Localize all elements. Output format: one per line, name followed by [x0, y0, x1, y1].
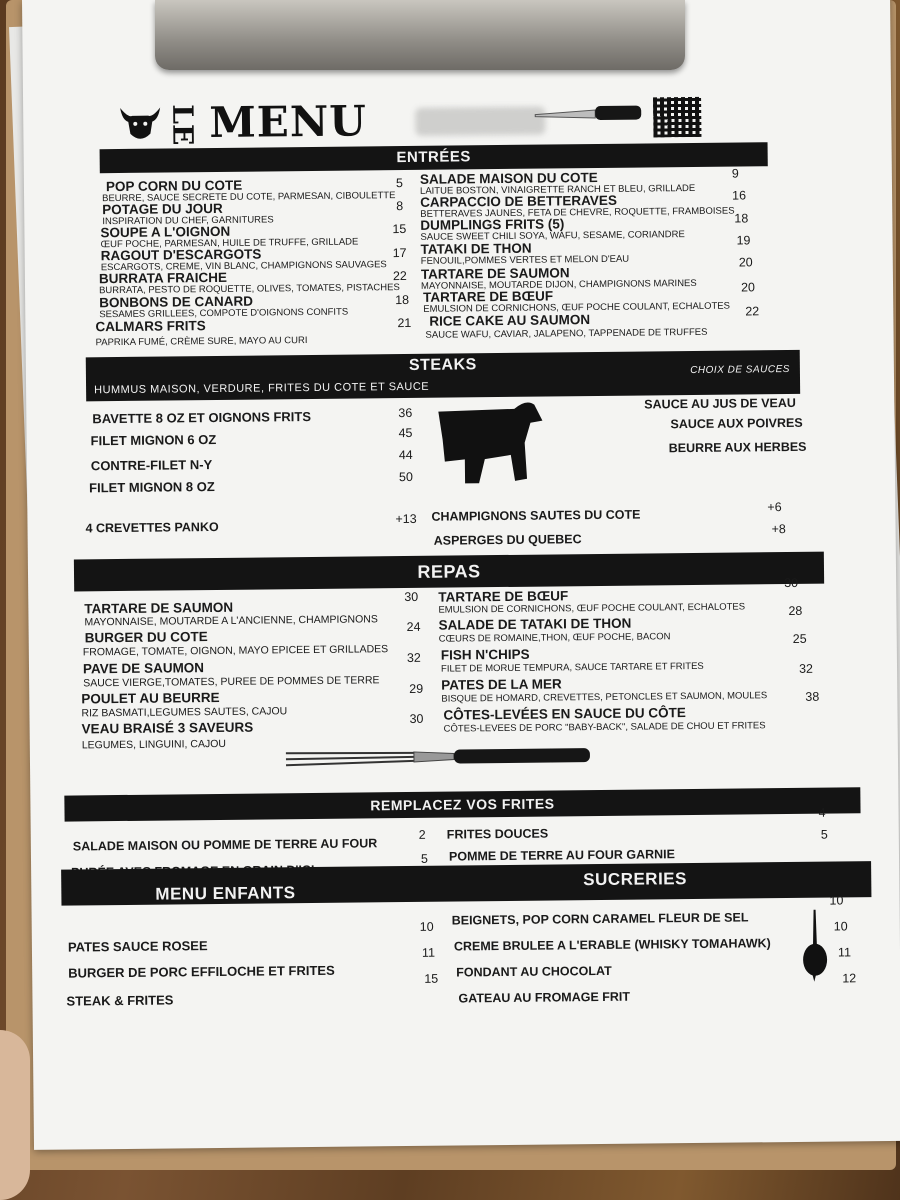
thumb — [0, 1030, 30, 1200]
repas-cotes-price: 38 — [805, 689, 820, 704]
enfant-burger-price: 11 — [421, 945, 436, 960]
entree-tartare-boeuf-name: TARTARE DE BŒUF — [423, 288, 554, 305]
entree-tataki-desc: FENOUIL,POMMES VERTES ET MELON D'EAU — [420, 253, 630, 267]
sucreries-heading: SUCRERIES — [583, 869, 688, 890]
repas-pave-desc: SAUCE VIERGE,TOMATES, PUREE DE POMMES DE TERRE — [83, 674, 380, 690]
sauces-heading: CHOIX DE SAUCES — [690, 363, 790, 377]
menu-page — [22, 0, 900, 1150]
entree-ragout-name: RAGOUT D'ESCARGOTS — [100, 246, 262, 264]
addon-crevettes-name: 4 CREVETTES PANKO — [85, 519, 219, 536]
repas-burger-desc: FROMAGE, TOMATE, OIGNON, MAYO EPICEE ET GRILLADES — [82, 643, 389, 659]
enfant-steak-price: 15 — [424, 971, 439, 986]
sucre-beignets-price: 10 — [829, 893, 844, 908]
steaks-bar — [86, 350, 800, 401]
sauce-poivres: SAUCE AUX POIVRES — [670, 415, 803, 432]
entree-ragout-desc: ESCARGOTS, CREME, VIN BLANC, CHAMPIGNONS SAUVAGES — [100, 259, 387, 274]
entree-carpaccio-price: 16 — [732, 188, 747, 203]
bull-silhouette-icon — [434, 399, 545, 490]
entree-burrata-desc: BURRATA, PESTO DE ROQUETTE, OLIVES, TOMATES, PISTACHES — [98, 282, 400, 297]
repas-tataki-desc: CŒURS DE ROMAINE,THON, ŒUF POCHE, BACON — [438, 631, 671, 645]
repas-pates-name: PATES DE LA MER — [441, 676, 562, 693]
entree-dumplings-desc: SAUCE SWEET CHILI SOYA, WAFU, SESAME, CORIANDRE — [420, 229, 685, 243]
rempl-frites-douces-price: 4 — [818, 805, 826, 820]
enfant-burger-name: BURGER DE PORC EFFILOCHE ET FRITES — [68, 962, 335, 981]
addon-champignons-price: +6 — [767, 500, 782, 515]
addon-asperges-price: +8 — [771, 522, 786, 537]
repas-pave-price: 32 — [406, 650, 421, 666]
repas-poulet-price: 29 — [409, 681, 424, 696]
spoon-icon — [798, 908, 833, 982]
rempl-puree-price: 5 — [420, 851, 429, 866]
entree-potage-name: POTAGE DU JOUR — [102, 200, 223, 218]
rempl-salade-price: 2 — [418, 827, 426, 842]
entree-popcorn-name: POP CORN DU COTE — [105, 177, 243, 195]
repas-fish-price: 25 — [792, 631, 807, 646]
repas-poulet-desc: RIZ BASMATI,LEGUMES SAUTES, CAJOU — [81, 705, 288, 720]
entree-potage-desc: INSPIRATION DU CHEF, GARNITURES — [102, 214, 274, 228]
steak-bavette-price: 36 — [398, 405, 413, 421]
repas-cotes-name: CÔTES-LEVÉES EN SAUCE DU CÔTE — [443, 705, 686, 723]
clipboard-clip — [155, 0, 685, 70]
entree-bonbons-price: 18 — [395, 292, 410, 308]
entree-tartare-saumon-price: 20 — [738, 255, 753, 270]
addon-asperges-name: ASPERGES DU QUEBEC — [433, 532, 582, 548]
entree-ragout-price: 17 — [392, 245, 407, 261]
enfant-pates-price: 10 — [419, 919, 434, 934]
repas-burger-price: 24 — [406, 619, 421, 635]
steaks-heading: STEAKS — [408, 356, 477, 374]
sucre-gateau-price: 12 — [842, 971, 857, 986]
repas-tartare-boeuf-desc: EMULSION DE CORNICHONS, ŒUF POCHE COULANT, ECHALOTES — [438, 601, 746, 616]
repas-burger-name: BURGER DU COTE — [84, 629, 208, 646]
sucre-fondant-name: FONDANT AU CHOCOLAT — [456, 963, 612, 980]
repas-cotes-desc: CÔTES-LEVEES DE PORC "BABY-BACK", SALADE DE CHOU ET FRITES — [443, 720, 766, 735]
repas-veau-name: VEAU BRAISÉ 3 SAVEURS — [81, 719, 254, 737]
rempl-pomme-garnie-name: POMME DE TERRE AU FOUR GARNIE — [448, 847, 675, 864]
logo-le: LE — [166, 104, 200, 146]
entree-salade-name: SALADE MAISON DU COTE — [419, 169, 598, 187]
rempl-salade-name: SALADE MAISON OU POMME DE TERRE AU FOUR — [72, 836, 378, 854]
repas-veau-price: 30 — [409, 711, 424, 726]
entree-soupe-name: SOUPE A L'OIGNON — [100, 223, 231, 241]
entree-tartare-boeuf-price: 20 — [740, 280, 756, 295]
entree-calmars-name: CALMARS FRITS — [95, 318, 206, 335]
repas-tartare-saumon-name: TARTARE DE SAUMON — [84, 599, 234, 617]
repas-veau-desc: LEGUMES, LINGUINI, CAJOU — [81, 737, 226, 752]
entree-popcorn-desc: BEURRE, SAUCE SECRETE DU COTE, PARMESAN, CIBOULETTE — [102, 190, 396, 205]
repas-tartare-boeuf-price: 30 — [784, 575, 799, 591]
entree-ricecake-name: RICE CAKE AU SAUMON — [429, 312, 591, 329]
sucre-fondant-price: 11 — [837, 945, 852, 960]
repas-tartare-saumon-price: 30 — [404, 589, 419, 605]
entree-tataki-price: 19 — [736, 233, 751, 248]
menu-title: MENU — [209, 96, 368, 148]
repas-fish-name: FISH N'CHIPS — [440, 646, 530, 663]
addon-crevettes-price: +13 — [395, 511, 417, 527]
entrees-heading: ENTRÉES — [100, 142, 768, 173]
entree-bonbons-name: BONBONS DE CANARD — [99, 293, 254, 311]
repas-poulet-name: POULET AU BEURRE — [81, 689, 220, 707]
entree-soupe-desc: ŒUF POCHE, PARMESAN, HUILE DE TRUFFE, GRILLADE — [100, 236, 359, 251]
sucre-beignets-name: BEIGNETS, POP CORN CARAMEL FLEUR DE SEL — [451, 910, 749, 928]
entree-salade-price: 9 — [731, 166, 739, 181]
steaks-subheading: HUMMUS MAISON, VERDURE, FRITES DU COTE ET SAUCE — [94, 380, 430, 397]
entree-dumplings-price: 18 — [734, 211, 749, 226]
rempl-frites-douces-name: FRITES DOUCES — [446, 826, 549, 842]
steak-filet6-name: FILET MIGNON 6 OZ — [90, 431, 217, 449]
repas-tartare-boeuf-name: TARTARE DE BŒUF — [438, 588, 569, 605]
enfants-sucreries-bar — [61, 861, 871, 908]
steak-bavette-name: BAVETTE 8 OZ ET OIGNONS FRITS — [92, 408, 312, 427]
sauce-beurre-herbes: BEURRE AUX HERBES — [668, 439, 807, 456]
entree-tataki-name: TATAKI DE THON — [420, 240, 532, 257]
entree-ricecake-price: 22 — [745, 304, 760, 319]
repas-pave-name: PAVE DE SAUMON — [82, 660, 205, 677]
entree-tartare-saumon-desc: MAYONNAISE, MOUTARDE DIJON, CHAMPIGNONS MARINES — [420, 277, 697, 292]
rempl-pomme-garnie-price: 5 — [820, 827, 828, 842]
entree-ricecake-desc: SAUCE WAFU, CAVIAR, JALAPENO, TAPPENADE DE TRUFFES — [425, 326, 708, 341]
entree-burrata-price: 22 — [392, 268, 407, 284]
repas-tataki-name: SALADE DE TATAKI DE THON — [438, 615, 632, 633]
steak-filet6-price: 45 — [398, 425, 413, 441]
entree-popcorn-price: 5 — [395, 176, 403, 191]
repas-fish-desc: FILET DE MORUE TEMPURA, SAUCE TARTARE ET FRITES — [440, 660, 704, 675]
entree-carpaccio-name: CARPACCIO DE BETTERAVES — [420, 192, 617, 210]
bull-logo-icon — [118, 104, 162, 144]
qr-code — [653, 97, 701, 138]
entree-carpaccio-desc: BETTERAVES JAUNES, FETA DE CHEVRE, ROQUETTE, FRAMBOISES — [420, 205, 735, 220]
sucre-creme-brulee-price: 10 — [833, 919, 848, 934]
repas-pates-price: 32 — [798, 661, 814, 676]
entree-calmars-price: 21 — [397, 315, 412, 331]
entree-soupe-price: 15 — [392, 221, 407, 237]
repas-tartare-saumon-desc: MAYONNAISE, MOUTARDE A L'ANCIENNE, CHAMPIGNONS — [84, 613, 378, 629]
entree-dumplings-name: DUMPLINGS FRITS (5) — [420, 216, 565, 233]
repas-heading: REPAS — [74, 552, 824, 592]
entree-potage-price: 8 — [396, 199, 404, 214]
entree-calmars-desc: PAPRIKA FUMÉ, CRÈME SURE, MAYO AU CURI — [95, 335, 308, 349]
remplacez-heading: REMPLACEZ VOS FRITES — [64, 787, 860, 821]
knife-icon — [533, 100, 643, 125]
enfant-steak-name: STEAK & FRITES — [66, 992, 174, 1009]
entree-bonbons-desc: SESAMES GRILLEES, COMPOTE D'OIGNONS CONFITS — [99, 306, 349, 321]
entree-tartare-boeuf-desc: EMULSION DE CORNICHONS, ŒUF POCHE COULANT, ECHALOTES — [423, 300, 730, 315]
entree-salade-desc: LAITUE BOSTON, VINAIGRETTE RANCH ET BLEU, GRILLADE — [419, 182, 696, 197]
entree-tartare-saumon-name: TARTARE DE SAUMON — [420, 265, 570, 282]
enfants-heading: MENU ENFANTS — [155, 883, 296, 904]
steak-contrefilet-name: CONTRE-FILET N-Y — [90, 457, 213, 474]
entree-burrata-name: BURRATA FRAICHE — [98, 269, 227, 287]
redacted-text — [415, 107, 545, 136]
sauce-jus-veau: SAUCE AU JUS DE VEAU — [644, 395, 796, 412]
steak-contrefilet-price: 44 — [398, 447, 413, 463]
repas-tataki-price: 28 — [788, 603, 803, 619]
enfant-pates-name: PATES SAUCE ROSEE — [67, 938, 208, 955]
steak-filet8-name: FILET MIGNON 8 OZ — [89, 479, 215, 496]
steak-filet8-price: 50 — [398, 469, 413, 485]
sucre-creme-brulee-name: CREME BRULEE A L'ERABLE (WHISKY TOMAHAWK) — [453, 936, 771, 954]
repas-pates-desc: BISQUE DE HOMARD, CREVETTES, PETONCLES ET SAUMON, MOULES — [441, 690, 768, 705]
sucre-gateau-name: GATEAU AU FROMAGE FRIT — [458, 989, 631, 1006]
addon-champignons-name: CHAMPIGNONS SAUTES DU COTE — [431, 507, 641, 524]
fork-icon — [284, 742, 594, 775]
